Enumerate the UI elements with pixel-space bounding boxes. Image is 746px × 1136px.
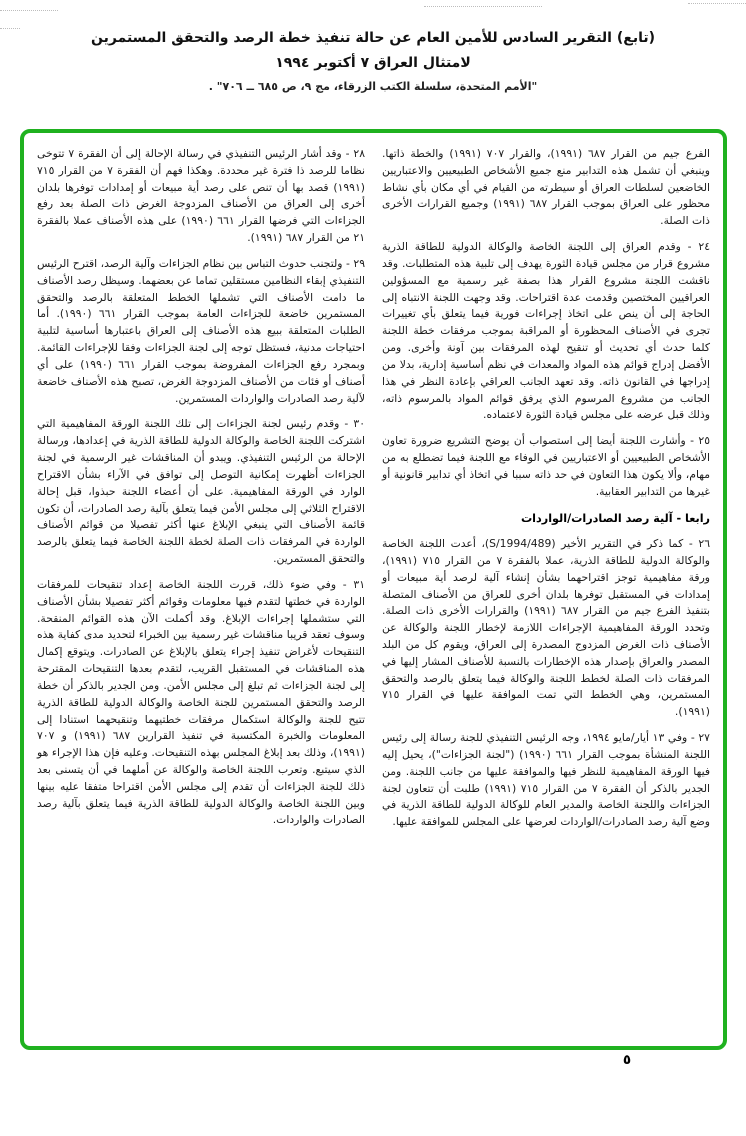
paragraph-continuation: الفرع جيم من القرار ٦٨٧ (١٩٩١)، والقرار ٧٠٧ (١٩٩١) والخطة ذاتها. وينبغي أن تشمل هذه التدابير منع جميع الأشخاص الطبيعيين والاعتباريين الخاضعين لسلطات العراق أو سيطرته من القيام في أي مكان بأي نشاط محظور على العراق بموجب القرار ٦٨٧ (١٩٩١) وجميع القرارات الأخرى ذات الصلة. — [382, 147, 711, 228]
paragraph-24: ٢٤ - وقدم العراق إلى اللجنة الخاصة والوكالة الدولية للطاقة الذرية مشروع قرار من مجلس قيادة الثورة يهدف إلى تلبية هذه المتطلبات. وقد ناقشت اللجنة مشروع القرار هذا بصفة غير رسمية مع المسؤولين العراقيين المختصين وقدمت عدة اقتراحات. وقد وجهت اللجنة الانتباه إلى الحاجة إلى أن ينص على اتخاذ إجراءات فورية فيما يتعلق بأي تغييرات تجرى في الأصناف المحظورة أو المراقبة بموجب مرفقات خطة اللجنة كلما حدث أي تحديث أو تنقيح لهذه المرفقات بين آونة وأخرى. ومن الأفضل إدراج قوائم هذه المواد والمعدات في نظم أساسية إدارية، بدلا من إدراجها في القانون ذاته. وقد تعهد الجانب العراقي بإعادة النظر في هذا الجانب من مشروع المرسوم الذي يرفق قوائم المواد بالمرسوم ذاته، وذلك قبل عرضه على مجلس قيادة الثورة لاعتماده. — [382, 240, 710, 422]
scan-artifact-dotted-line — [0, 28, 20, 29]
document-title-line1: (تابع) التقرير السادس للأمين العام عن حالة تنفيذ خطة الرصد والتحقق المستمرين — [91, 30, 655, 46]
paragraph-26: ٢٦ - كما ذكر في التقرير الأخير (S/1994/489)، أعدت اللجنة الخاصة والوكالة الدولية للطاقة الذرية، عملا بالفقرة ٧ من القرار ٧١٥ (١٩٩١)، ورقة مفاهيمية توجز اقتراحهما بشأن إنشاء آلية لرصد أية مبيعات أو إمدادات في المستقبل توفرها بلدان أخرى للعراق من الأصناف المتصلة بتنفيذ الفرع جيم من القرار ٦٨٧ (١٩٩١) والقرارات الأخرى ذات الصلة. وتحدد الورقة المفاهيمية الإجراءات اللازمة لإخطار اللجنة والوكالة عن الأصناف ذات الغرض المزدوج المصدرة إلى العراق، ويقوم كل من البلد المصدر والعراق بإصدار هذه الإخطارات بالنسبة للأصناف المشار إليها في المرفقات ذات الصلة لخطط اللجنة والوكالة فيما يتعلق بالرصد والتحقق المستمرين، وهي الخطط التي تمت الموافقة عليها في القرار ٧١٥ (١٩٩١). — [382, 537, 710, 719]
document-source-citation: "الأمم المتحدة، سلسلة الكتب الزرقاء، مج ٩، ص ٦٨٥ ــ ٧٠٦" . — [208, 80, 538, 93]
section-heading-export-import-mechanism: رابعا - آلية رصد الصادرات/الواردات — [520, 511, 710, 525]
paragraph-29: ٢٩ - ولتجنب حدوث التباس بين نظام الجزاءات وآلية الرصد، اقترح الرئيس التنفيذي إبقاء النظامين مستقلين تماما عن بعضهما. وسيظل رصد الأصناف ما دامت الأصناف التي تشملها الخطط المتعلقة بالرصد والتحقق المستمرين خاضعة للجزاءات العامة بموجب القرار ٦٦١ (١٩٩٠). أما الطلبات المتعلقة ببيع هذه الأصناف إلى العراق باعتبارها أساسية لتلبية احتياجات مدنية، فستظل توجه إلى لجنة الجزاءات وفقا للإجراءات القائمة. وبمجرد رفع الجزاءات المفروضة بموجب القرار ٦٦١ (١٩٩٠) على أي أصناف أو فئات من الأصناف المزدوجة الغرض، تصبح هذه الأصناف خاضعة لآلية رصد الصادرات والواردات المستمرين. — [37, 256, 365, 405]
document-title-line2: لامتثال العراق ٧ أكتوبر ١٩٩٤ — [275, 54, 471, 71]
column-right — [382, 146, 710, 1036]
paragraph-25: ٢٥ - وأشارت اللجنة أيضا إلى استصواب أن يوضح التشريع ضرورة تعاون الأشخاص الطبيعيين أو الاعتباريين في الوفاء مع اللجنة فيما تضطلع به من مهام، وألا يكون هذا التعاون في حد ذاته سببا في اتخاذ أي تدابير قانونية أو غيرها من التدابير العقابية. — [382, 434, 710, 498]
paragraph-28: ٢٨ - وقد أشار الرئيس التنفيذي في رسالة الإحالة إلى أن الفقرة ٧ تتوخى نظاما للرصد ذا فترة غير محددة. وهكذا فهم أن الفقرة ٧ من القرار ٧١٥ (١٩٩١) قصد بها أن تنص على رصد أية مبيعات أو إمدادات توفرها بلدان أخرى إلى العراق من الأصناف المزدوجة الغرض ذات الصلة بعد رفع الجزاءات التي فرضها القرار ٦٦١ (١٩٩٠) على هذه الأصناف عملا بالفقرة ٢١ من القرار ٦٨٧ (١٩٩١). — [37, 147, 366, 245]
highlighted-content-box — [20, 129, 727, 1050]
page-number: ٥ — [622, 1052, 632, 1068]
paragraph-30: ٣٠ - وقدم رئيس لجنة الجزاءات إلى تلك اللجنة الورقة المفاهيمية التي اشتركت اللجنة الخاصة والوكالة الدولية للطاقة الذرية في إعدادها، ورسالة الإحالة من الرئيس التنفيذي. ويبدو أن المناقشات غير الرسمية في لجنة الجزاءات أظهرت إمكانية التوصل إلى توافق في الآراء بشأن الاقتراح الوارد في الورقة المفاهيمية. على أن أعضاء اللجنة حبذوا، قبل إحالة الاقتراح الثلاثي إلى مجلس الأمن فيما يتعلق بآلية رصد الصادرات، أن تكون قائمة الأصناف التي ينبغي الإبلاغ عنها أكثر تفصيلا من قوائم الأصناف الواردة في المرفقات ذات الصلة لخطة اللجنة الخاصة فيما يتعلق بالرصد والتحقق المستمرين. — [37, 417, 365, 566]
scan-artifact-dotted-line — [0, 10, 58, 11]
column-left — [37, 146, 365, 1036]
paragraph-27: ٢٧ - وفي ١٣ أيار/مايو ١٩٩٤، وجه الرئيس التنفيذي للجنة رسالة إلى رئيس اللجنة المنشأة بموجب القرار ٦٦١ (١٩٩٠) ("لجنة الجزاءات")، يحيل إليه فيها الورقة المفاهيمية للنظر فيها والموافقة عليها من جانب اللجنة. ومن الجدير بالذكر أن الفقرة ٧ من القرار ٧١٥ (١٩٩١) طلبت أن تتعاون لجنة الجزاءات واللجنة الخاصة والمدير العام للوكالة الدولية للطاقة الذرية في وضع آلية رصد الصادرات/الواردات لعرضها على المجلس للموافقة عليها. — [382, 731, 710, 829]
paragraph-31: ٣١ - وفي ضوء ذلك، قررت اللجنة الخاصة إعداد تنقيحات للمرفقات الواردة في خطتها لتقدم فيها معلومات وقوائم أكثر تفصيلا بشأن الأصناف التي ستشملها إجراءات الإبلاغ. وقد أكملت الآن هذه القوائم المنقحة. وسوف تعقد قريبا مناقشات غير رسمية بين الخبراء لتحديد مدى كفاية هذه التنقيحات لأغراض تنفيذ إجراء يتعلق بالإبلاغ عن الصادرات. ويتوقع إكمال هذه المناقشات في المستقبل القريب، لتقدم بعدها التنقيحات المقترحة إلى لجنة الجزاءات ثم تبلغ إلى مجلس الأمن. ومن الجدير بالذكر أن خطة الرصد والتحقق المستمرين للجنة الخاصة والوكالة الدولية للطاقة الذرية تتيح للجنة والوكالة استكمال مرفقات خطتيهما وتنقيحهما استنادا إلى المعلومات والخبرة المكتسبة في تنفيذ القرارين ٦٨٧ (١٩٩١) و ٧٠٧ (١٩٩١)، وذلك بعد إبلاغ المجلس بهذه التنقيحات. وعليه فإن هذا الإجراء هو الذي سيتبع. وتعرب اللجنة الخاصة والوكالة عن أملهما في أن يتسنى بعد ذلك للجنة الجزاءات أن تقدم إلى مجلس الأمن اقتراحا متفقا عليه بينها وبين اللجنة الخاصة والوكالة الدولية للطاقة الذرية فيما يتعلق بآلية رصد الصادرات والواردات. — [37, 577, 366, 827]
scan-artifact-dotted-line — [424, 6, 542, 7]
scan-artifact-dotted-line — [688, 3, 746, 4]
document-header — [0, 0, 746, 93]
